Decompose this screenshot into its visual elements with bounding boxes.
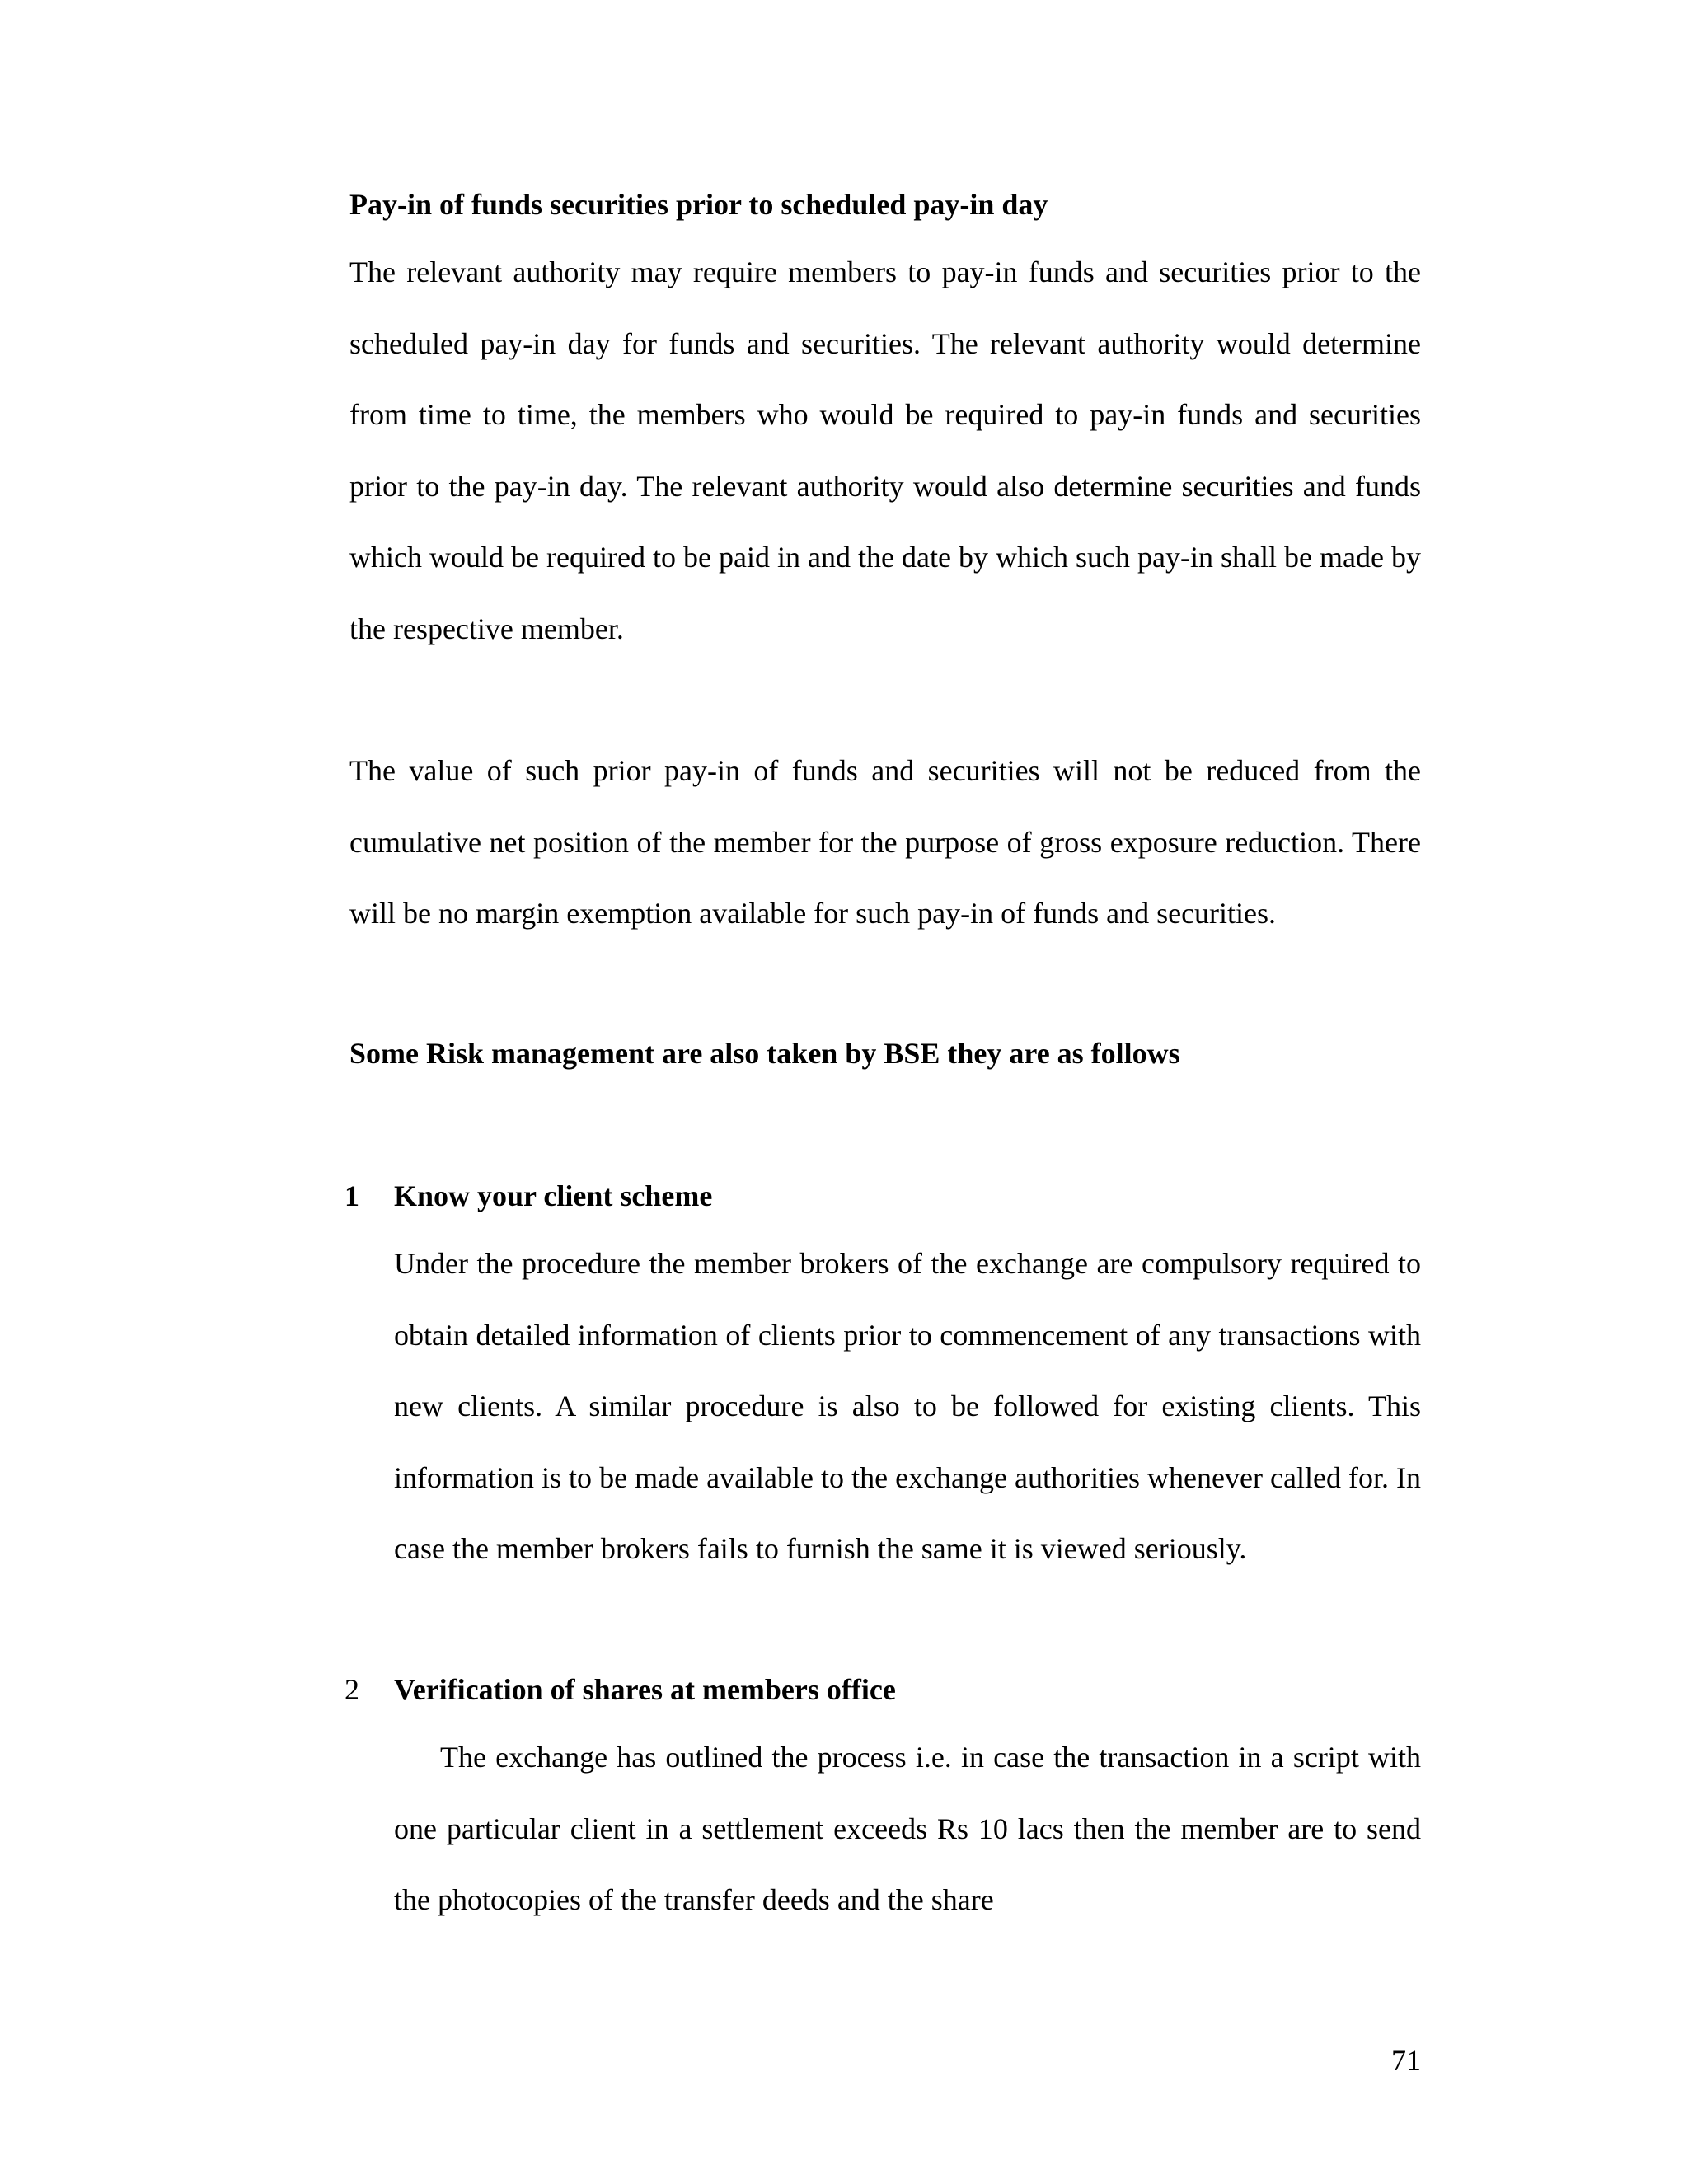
list-item-know-your-client-body bbox=[394, 1228, 1421, 1585]
list-item-number: 1 bbox=[345, 1179, 359, 1212]
paragraph-text: The relevant authority may require members to pay-in funds and securities prior to the scheduled pay-in day for funds and securities. The relevant authority would determine from time to time, the members who would be required to pay-in funds and securities prior to the pay-in day. The relevant authority would also determine securities and funds which would be required to be paid in and the date by which such pay-in shall be made by the respective member. bbox=[349, 255, 1421, 645]
list-item-verification-of-shares bbox=[345, 1673, 1421, 1706]
section-heading-risk-management bbox=[349, 1037, 1421, 1070]
paragraph-pay-in-requirement bbox=[349, 237, 1421, 664]
list-item-title: Know your client scheme bbox=[394, 1179, 713, 1212]
paragraph-text: The exchange has outlined the process i.e. in case the transaction in a script with one particular client in a settlement exceeds Rs 10 lacs then the member are to send the photocopies of the transfer deeds and the share bbox=[394, 1741, 1421, 1916]
section-heading-pay-in bbox=[349, 188, 1421, 221]
list-item-know-your-client bbox=[345, 1179, 1421, 1212]
heading-text: Some Risk management are also taken by BSE they are as follows bbox=[349, 1037, 1180, 1070]
paragraph-text: The value of such prior pay-in of funds and securities will not be reduced from the cumulative net position of the member for the purpose of gross exposure reduction. There will be no margin exemption available for such pay-in of funds and securities. bbox=[349, 754, 1421, 930]
paragraph-prior-pay-in-value bbox=[349, 735, 1421, 949]
list-item-title: Verification of shares at members office bbox=[394, 1673, 896, 1706]
heading-text: Pay-in of funds securities prior to scheduled pay-in day bbox=[349, 188, 1048, 221]
list-item-verification-of-shares-body bbox=[394, 1722, 1421, 1936]
page-number: 71 bbox=[1391, 2044, 1421, 2077]
paragraph-text: Under the procedure the member brokers of the exchange are compulsory required to obtain detailed information of clients prior to commencement of any transactions with new clients. A similar procedure is also to be followed for existing clients. This information is to be made available to the exchange authorities whenever called for. In case the member brokers fails to furnish the same it is viewed seriously. bbox=[394, 1247, 1421, 1565]
list-item-number: 2 bbox=[345, 1673, 359, 1706]
